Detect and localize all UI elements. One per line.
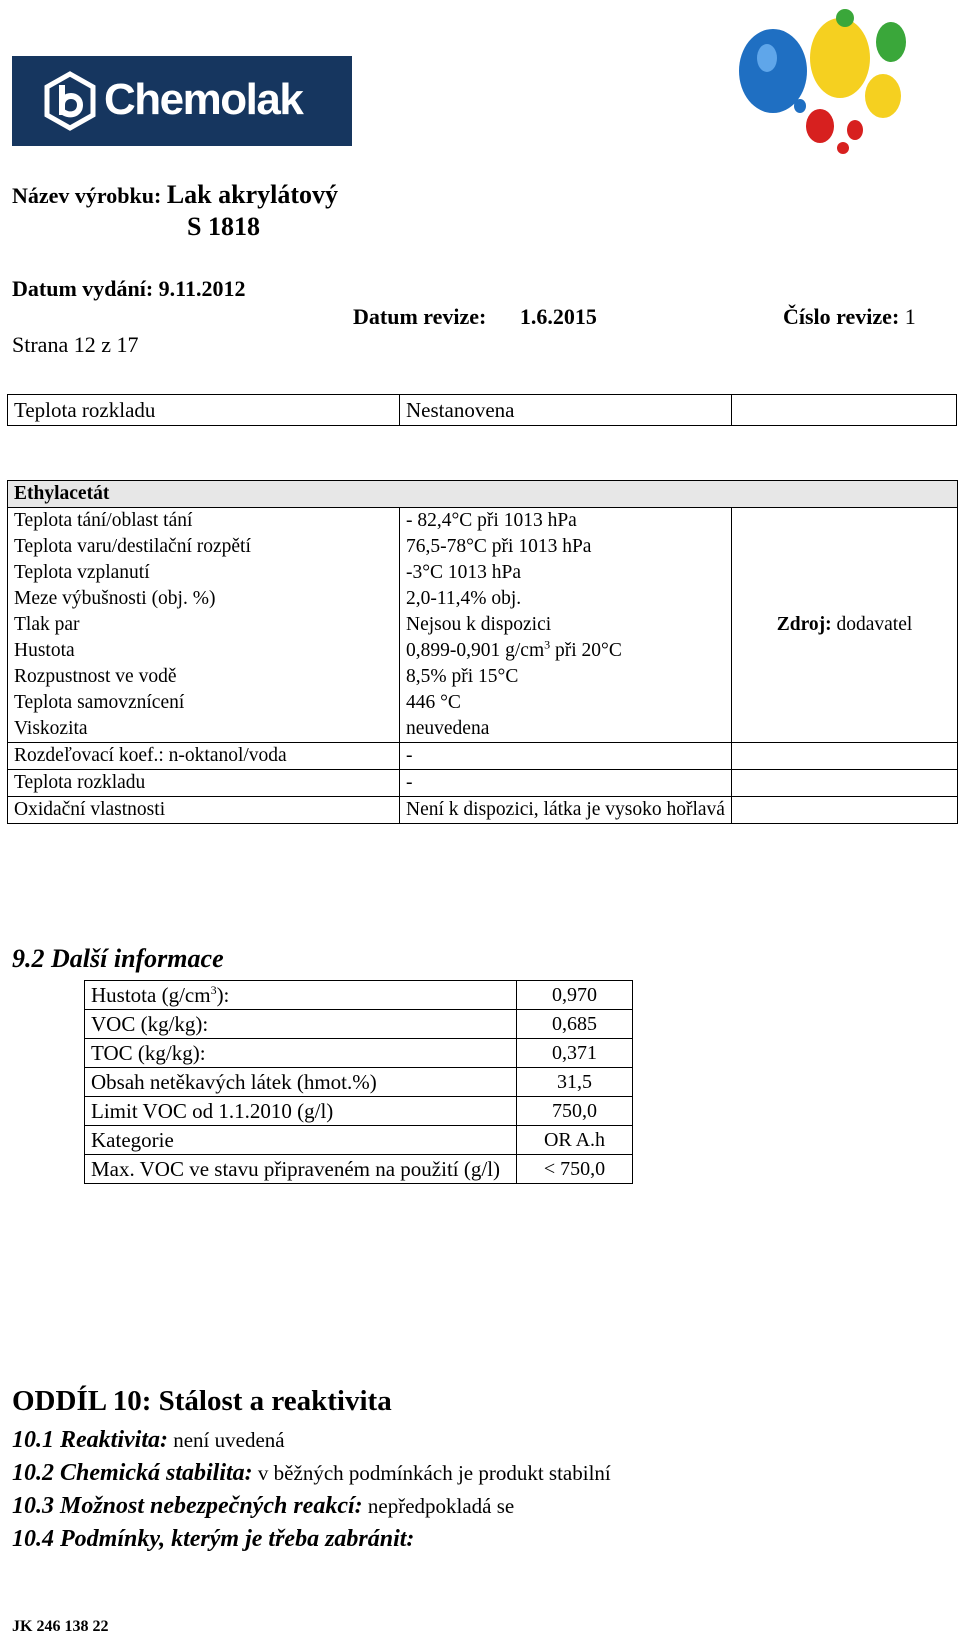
table-row: [85, 1068, 633, 1097]
revision-date-label: Datum revize:: [353, 304, 487, 329]
section-10-3: [12, 1491, 514, 1521]
ethyl-title: Ethylacetát: [8, 481, 958, 508]
row-label: Viskozita: [8, 716, 400, 743]
row-label: Teplota rozkladu: [8, 770, 400, 797]
revision-date-block: [353, 304, 597, 330]
table-row: [8, 508, 958, 535]
ethyl-acetate-table: [7, 480, 958, 824]
row-value: 0,371: [517, 1039, 633, 1068]
row-value: 750,0: [517, 1097, 633, 1126]
decomposition-table: [7, 394, 957, 426]
table-row: [85, 1126, 633, 1155]
table-header-row: [8, 481, 958, 508]
table-row: [8, 770, 958, 797]
table-row: [85, 1155, 633, 1184]
source-value: dodavatel: [836, 614, 913, 635]
cell-empty: [732, 797, 958, 824]
row-value: 31,5: [517, 1068, 633, 1097]
revision-date: 1.6.2015: [519, 304, 597, 329]
item-text: nepředpokladá se: [362, 1494, 515, 1518]
row-value: < 750,0: [517, 1155, 633, 1184]
row-value: neuvedena: [400, 716, 732, 743]
color-drops-logo: [725, 6, 925, 156]
cell-value: Nestanovena: [400, 395, 732, 426]
row-label: Teplota samovznícení: [8, 690, 400, 716]
source-label: Zdroj:: [776, 614, 832, 635]
item-key: 10.3 Možnost nebezpečných reakcí:: [12, 1493, 363, 1519]
row-value: 0,970: [517, 981, 633, 1010]
row-value: -3°C 1013 hPa: [400, 560, 732, 586]
row-label: VOC (kg/kg):: [85, 1010, 517, 1039]
density-label-suffix: ):: [216, 983, 230, 1007]
page-indicator: Strana 12 z 17: [12, 332, 139, 357]
item-key: 10.4 Podmínky, kterým je třeba zabránit:: [12, 1526, 415, 1552]
source-cell: [732, 508, 958, 743]
table-row: [85, 1010, 633, 1039]
table-row: [85, 1039, 633, 1068]
row-label: Rozpustnost ve vodě: [8, 664, 400, 690]
table-row: [85, 1097, 633, 1126]
revision-number: 1: [904, 304, 916, 329]
section-9-2-title: 9.2 Další informace: [12, 944, 224, 973]
item-text: v běžných podmínkách je produkt stabilní: [252, 1461, 611, 1485]
density-label: Hustota (g/cm: [91, 983, 211, 1007]
density-value: 0,899-0,901 g/cm: [406, 640, 545, 661]
cell-empty: [732, 395, 957, 426]
table-row: [8, 743, 958, 770]
density-exponent: 3: [210, 983, 217, 997]
row-value: Nejsou k dispozici: [400, 612, 732, 638]
item-key: 10.2 Chemická stabilita:: [12, 1460, 253, 1486]
table-row: [85, 981, 633, 1010]
section-10-4: [12, 1524, 414, 1554]
row-label: Teplota vzplanutí: [8, 560, 400, 586]
row-value: 2,0-11,4% obj.: [400, 586, 732, 612]
cell-empty: [732, 743, 958, 770]
section-10-1: [12, 1425, 285, 1455]
row-label: Teplota tání/oblast tání: [8, 508, 400, 535]
product-label: Název výrobku:: [12, 183, 162, 208]
row-label: Obsah netěkavých látek (hmot.%): [85, 1068, 517, 1097]
density-exponent: 3: [544, 637, 551, 652]
table-row: [8, 797, 958, 824]
row-label: Oxidační vlastnosti: [8, 797, 400, 824]
item-text: není uvedená: [167, 1428, 285, 1452]
row-value: 8,5% při 15°C: [400, 664, 732, 690]
row-value: -: [400, 770, 732, 797]
chemolak-hexagon-icon: [40, 71, 100, 131]
row-value: 76,5-78°C při 1013 hPa: [400, 534, 732, 560]
row-value: 446 °C: [400, 690, 732, 716]
issue-date: Datum vydání: 9.11.2012: [12, 276, 246, 301]
table-row: [8, 395, 957, 426]
density-condition: při 20°C: [550, 640, 622, 661]
row-label: Rozdeľovací koef.: n-oktanol/voda: [8, 743, 400, 770]
cell-empty: [732, 770, 958, 797]
row-label: [85, 981, 517, 1010]
product-label-line: [12, 182, 338, 209]
footer-code: JK 246 138 22: [12, 1618, 109, 1635]
row-label: Tlak par: [8, 612, 400, 638]
section-10-title: ODDÍL 10: Stálost a reaktivita: [12, 1385, 392, 1417]
row-label: Max. VOC ve stavu připraveném na použití (g/l): [85, 1155, 517, 1184]
row-label: Meze výbušnosti (obj. %): [8, 586, 400, 612]
brand-name: Chemolak: [104, 75, 303, 124]
row-value: [400, 638, 732, 664]
product-name: Lak akrylátový: [166, 180, 339, 209]
revision-number-label: Číslo revize:: [783, 304, 900, 329]
item-key: 10.1 Reaktivita:: [12, 1427, 168, 1453]
row-value: Není k dispozici, látka je vysoko hořlavá: [400, 797, 732, 824]
row-value: 0,685: [517, 1010, 633, 1039]
product-code: S 1818: [187, 212, 260, 241]
row-label: Kategorie: [85, 1126, 517, 1155]
cell-label: Teplota rozkladu: [8, 395, 400, 426]
additional-info-table: [84, 980, 633, 1184]
row-label: Limit VOC od 1.1.2010 (g/l): [85, 1097, 517, 1126]
row-value: OR A.h: [517, 1126, 633, 1155]
row-label: Teplota varu/destilační rozpětí: [8, 534, 400, 560]
section-10-2: [12, 1458, 611, 1488]
chemolak-logo: [12, 56, 352, 146]
revision-number-block: [783, 304, 916, 330]
row-label: Hustota: [8, 638, 400, 664]
row-label: TOC (kg/kg):: [85, 1039, 517, 1068]
row-value: - 82,4°C při 1013 hPa: [400, 508, 732, 535]
row-value: -: [400, 743, 732, 770]
